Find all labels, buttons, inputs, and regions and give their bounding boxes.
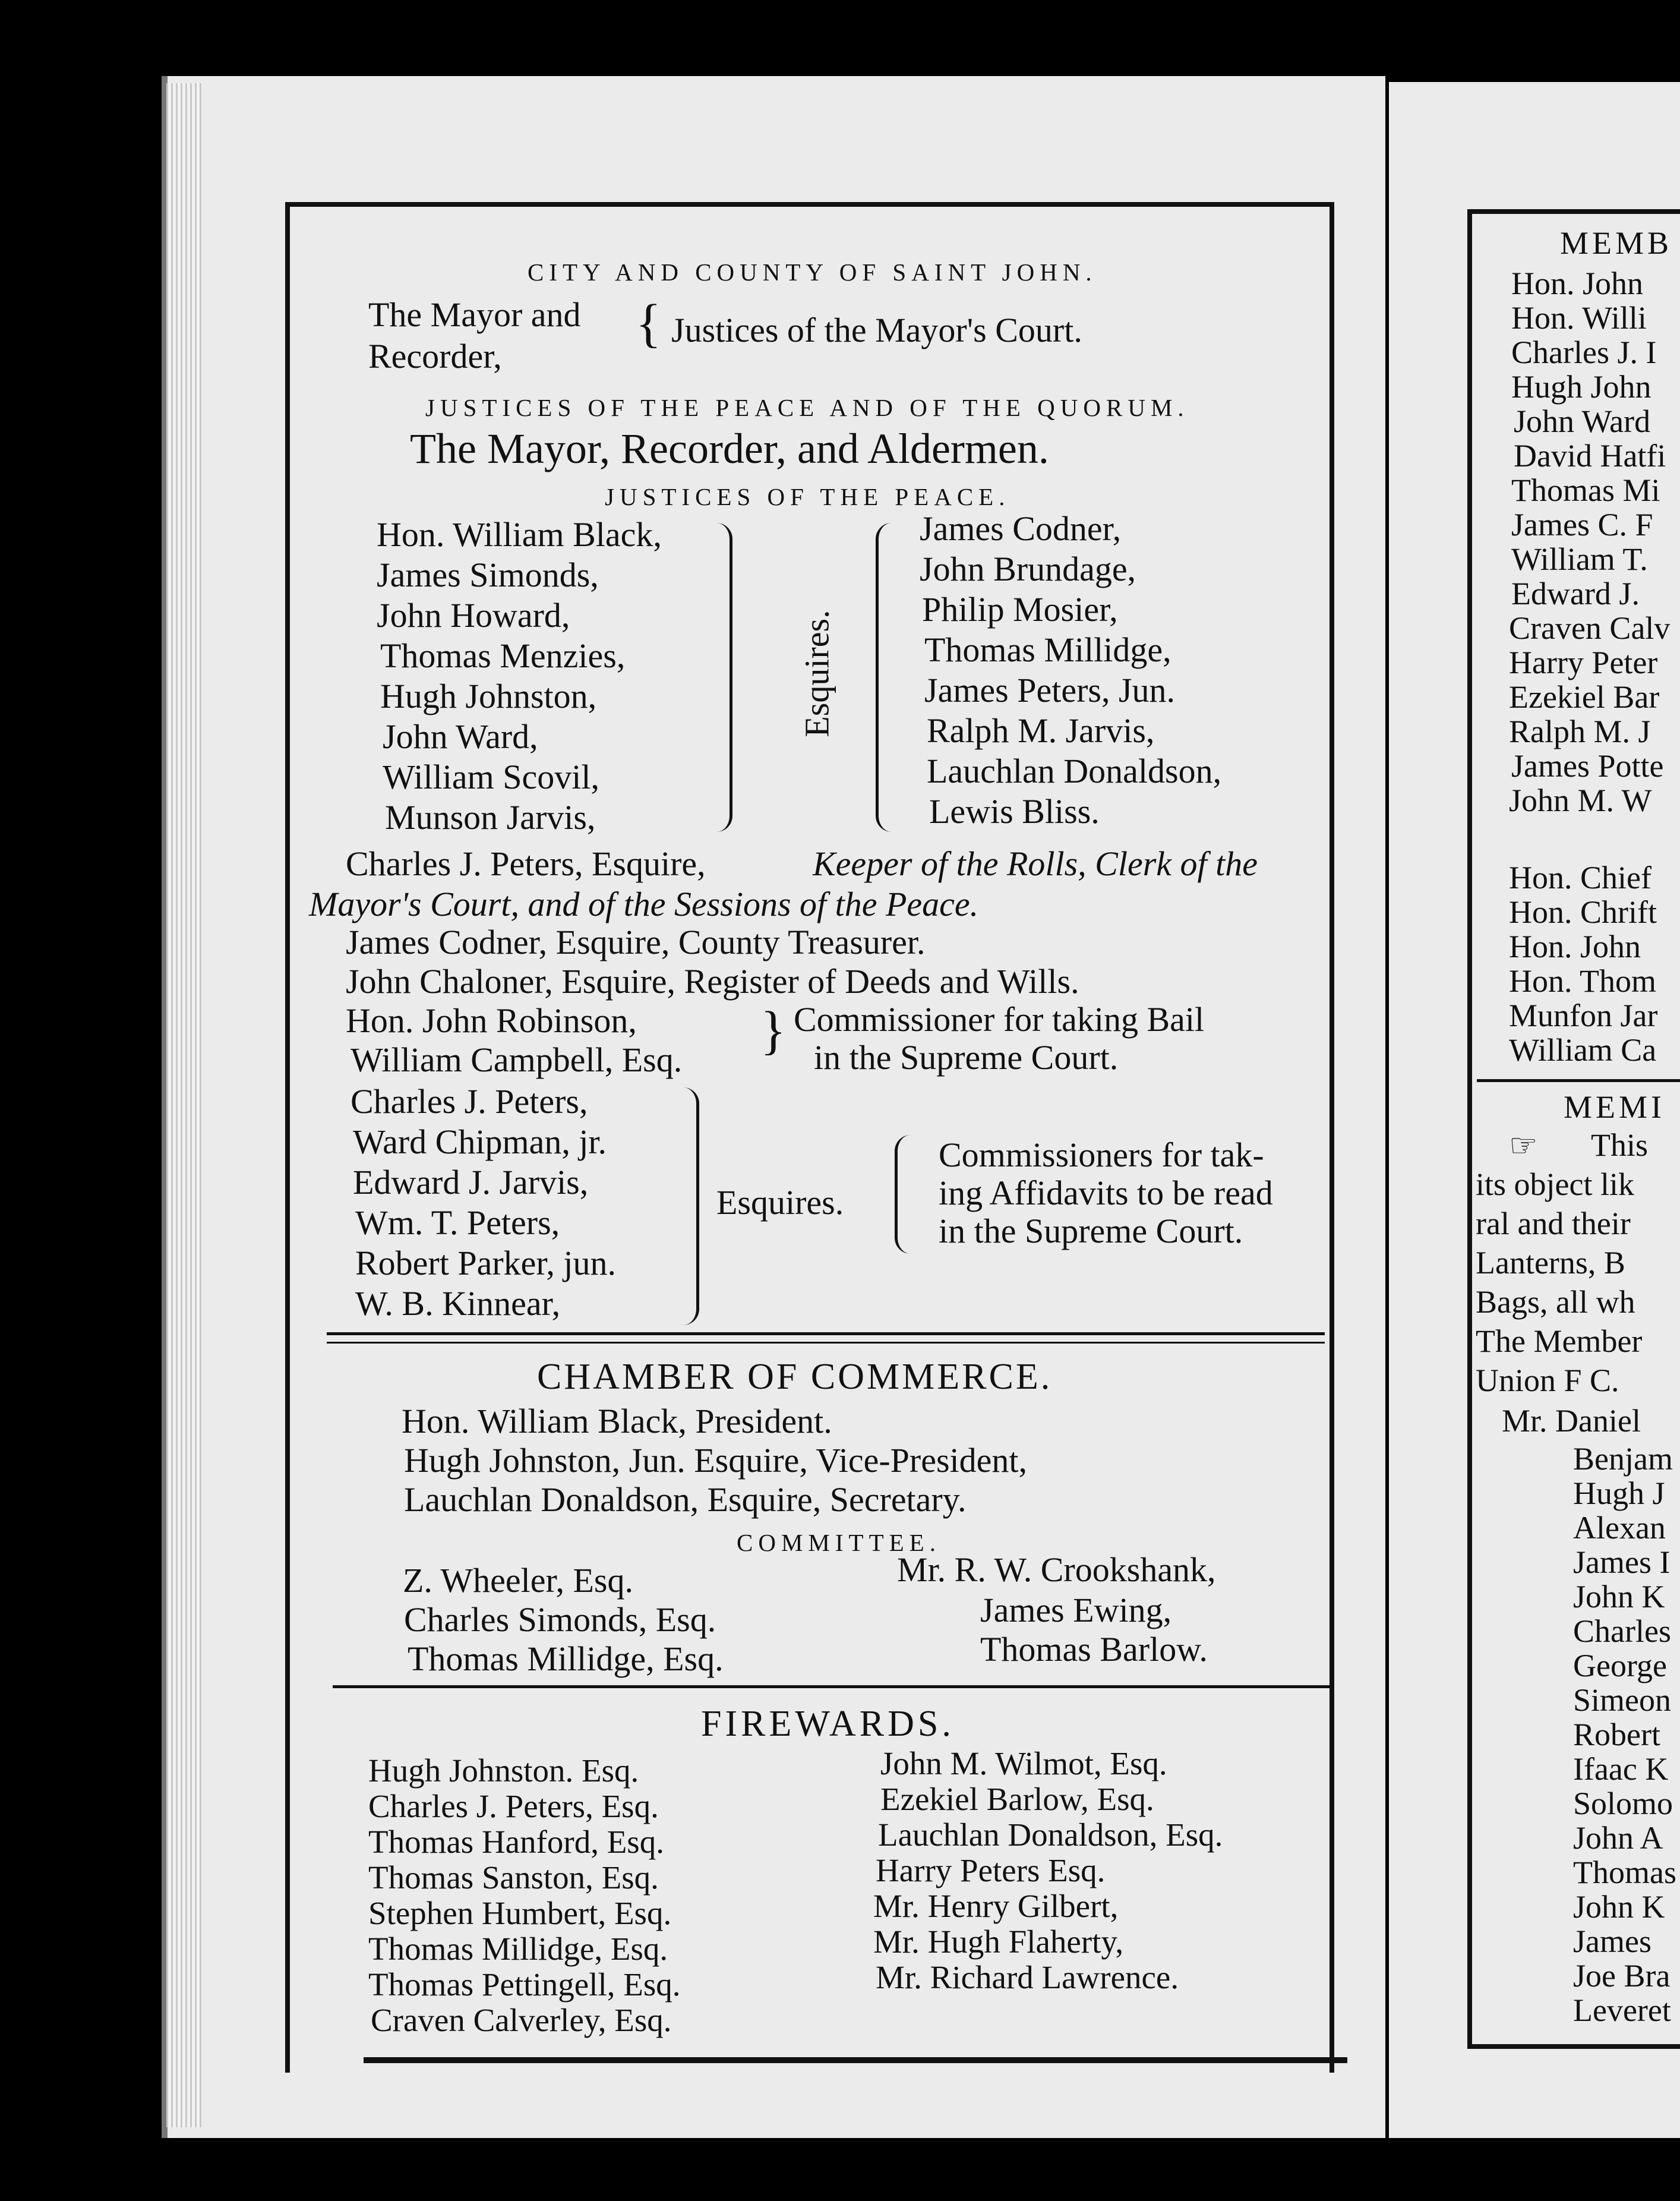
right-list-item: Hugh John (1511, 369, 1651, 405)
right-title-2: MEMI (1564, 1089, 1665, 1125)
right-member: Hugh J (1573, 1475, 1665, 1511)
right-member: John K (1573, 1579, 1665, 1615)
bail-brace: } (760, 1001, 787, 1060)
right-member: Robert (1573, 1717, 1660, 1752)
right-paragraph-line: The Member (1476, 1323, 1643, 1359)
section-rule (333, 1685, 1331, 1688)
fireward-left: Charles J. Peters, Esq. (368, 1788, 659, 1824)
right-member: John K (1573, 1889, 1665, 1925)
right-paragraph-line: Lanterns, B (1476, 1245, 1625, 1281)
mayor-brace: { (636, 294, 662, 353)
right-list-item: Thomas Mi (1511, 472, 1660, 508)
fireward-right: John M. Wilmot, Esq. (880, 1745, 1167, 1781)
mayor-line-2: Recorder, (368, 337, 502, 376)
bail-name: Hon. John Robinson, (346, 1001, 637, 1040)
fireward-right: Lauchlan Donaldson, Esq. (878, 1817, 1223, 1853)
fireward-left: Thomas Millidge, Esq. (368, 1931, 668, 1967)
right-member: Ifaac K (1573, 1751, 1669, 1787)
fireward-left: Craven Calverley, Esq. (371, 2002, 672, 2038)
page-edge (166, 83, 202, 2127)
right-member: Mr. Daniel (1502, 1403, 1641, 1439)
right-member: John A (1573, 1820, 1663, 1856)
justice-left: James Simonds, (377, 556, 599, 594)
bail-role-2: in the Supreme Court. (814, 1038, 1119, 1077)
affidavit-name: Edward J. Jarvis, (353, 1163, 589, 1202)
affidavit-name: W. B. Kinnear, (355, 1284, 561, 1323)
right-member: James I (1573, 1544, 1670, 1580)
affidavit-role: in the Supreme Court. (939, 1212, 1243, 1250)
right-list-item: William T. (1511, 541, 1648, 577)
justice-left: Hon. William Black, (377, 515, 662, 554)
right-list-item: Edward J. (1511, 576, 1640, 611)
right-member: Solomo (1573, 1786, 1673, 1821)
right-member: Simeon (1573, 1682, 1672, 1718)
justice-right: James Peters, Jun. (924, 671, 1176, 710)
right-list-item: Hon. Thom (1509, 963, 1657, 999)
justice-right: James Codner, (920, 509, 1122, 548)
justice-right: Philip Mosier, (922, 590, 1118, 629)
justices-right-brace (876, 523, 892, 832)
right-list-item: James Potte (1511, 748, 1664, 784)
registrar: John Chaloner, Esquire, Register of Deeds and Wills. (346, 962, 1079, 1001)
fireward-left: Stephen Humbert, Esq. (368, 1895, 672, 1931)
committee-title: COMMITTEE. (737, 1529, 941, 1556)
right-member: Thomas (1573, 1855, 1676, 1890)
right-list-item: Hon. John (1509, 929, 1641, 964)
right-list-item: Ralph M. J (1509, 714, 1651, 749)
committee-right: Thomas Barlow. (980, 1630, 1208, 1669)
right-member: Charles (1573, 1613, 1671, 1649)
committee-right: Mr. R. W. Crookshank, (897, 1550, 1216, 1589)
justice-left: Hugh Johnston, (380, 677, 597, 715)
justice-left: John Howard, (377, 596, 570, 635)
firewards-title: FIREWARDS. (701, 1704, 955, 1744)
fireward-right: Mr. Henry Gilbert, (873, 1888, 1119, 1924)
right-title-1: MEMB (1560, 225, 1673, 261)
right-list-item: John Ward (1514, 403, 1651, 439)
right-member: Benjam (1573, 1441, 1673, 1477)
bail-role-1: Commissioner for taking Bail (794, 1000, 1205, 1039)
affidavit-name: Charles J. Peters, (350, 1082, 588, 1121)
affidavit-name: Robert Parker, jun. (355, 1244, 617, 1282)
committee-left: Z. Wheeler, Esq. (403, 1561, 633, 1600)
committee-left: Thomas Millidge, Esq. (408, 1639, 724, 1678)
justice-left: Munson Jarvis, (385, 798, 596, 837)
right-list-item: John M. W (1509, 783, 1652, 818)
rolls-name: Charles J. Peters, Esquire, (346, 844, 706, 883)
right-list-item: Hon. Chrift (1509, 894, 1657, 930)
right-paragraph-line: Union F C. (1476, 1363, 1619, 1398)
justice-left: Thomas Menzies, (380, 636, 626, 675)
fireward-right: Mr. Hugh Flaherty, (873, 1923, 1124, 1960)
justices-title: JUSTICES OF THE PEACE. (605, 483, 1010, 510)
fireward-right: Mr. Richard Lawrence. (876, 1959, 1179, 1995)
quorum-names: The Mayor, Recorder, and Aldermen. (410, 425, 1049, 472)
right-member: Joe Bra (1573, 1958, 1670, 1994)
right-list-item: David Hatfi (1514, 438, 1666, 474)
right-list-item: Charles J. I (1511, 335, 1657, 370)
right-list-item: Hon. John (1511, 266, 1644, 301)
right-list-item: Craven Calv (1509, 610, 1670, 646)
fireward-left: Thomas Hanford, Esq. (368, 1824, 664, 1860)
mayor-line-1: The Mayor and (368, 295, 581, 334)
fireward-left: Thomas Sanston, Esq. (368, 1859, 659, 1896)
fireward-right: Ezekiel Barlow, Esq. (880, 1781, 1154, 1817)
affidavit-name: Wm. T. Peters, (355, 1203, 560, 1242)
chamber-officer: Lauchlan Donaldson, Esquire, Secretary. (404, 1480, 967, 1519)
justice-right: Thomas Millidge, (924, 630, 1171, 669)
treasurer: James Codner, Esquire, County Treasurer. (346, 923, 926, 961)
committee-left: Charles Simonds, Esq. (404, 1600, 716, 1639)
right-list-item: Hon. Willi (1511, 300, 1647, 336)
rolls-title-2: Mayor's Court, and of the Sessions of the Peace. (309, 885, 979, 923)
justice-right: Lewis Bliss. (929, 792, 1100, 831)
right-list-item: James C. F (1511, 507, 1653, 543)
chamber-officer: Hon. William Black, President. (402, 1402, 832, 1440)
affidavit-left-brace (683, 1087, 699, 1325)
mayor-role: Justices of the Mayor's Court. (671, 311, 1082, 349)
fireward-right: Harry Peters Esq. (876, 1852, 1106, 1888)
right-member: George (1573, 1648, 1667, 1683)
section-rule (327, 1332, 1325, 1335)
justices-left-brace (716, 523, 732, 832)
right-member: Alexan (1573, 1510, 1666, 1546)
right-list-item: Munfon Jar (1509, 998, 1658, 1033)
quorum-title: JUSTICES OF THE PEACE AND OF THE QUORUM. (425, 394, 1189, 421)
right-paragraph-line: Bags, all wh (1476, 1284, 1635, 1320)
affidavit-role: ing Affidavits to be read (939, 1174, 1273, 1212)
left-frame-bottom-rule (364, 2057, 1347, 2063)
right-paragraph-line: ral and their (1476, 1206, 1631, 1241)
right-member: Leveret (1573, 1992, 1671, 2028)
right-list-item: Ezekiel Bar (1509, 679, 1660, 715)
affidavit-right-brace (895, 1135, 911, 1254)
right-section-rule (1477, 1079, 1680, 1082)
pointing-hand-icon: ☞ (1509, 1128, 1538, 1163)
rolls-title-1: Keeper of the Rolls, Clerk of the (813, 844, 1258, 883)
justice-left: William Scovil, (383, 758, 599, 796)
committee-right: James Ewing, (980, 1591, 1172, 1629)
affidavit-name: Ward Chipman, jr. (353, 1122, 607, 1161)
section-rule (327, 1342, 1325, 1344)
right-paragraph-line: its object lik (1476, 1166, 1634, 1202)
justice-right: John Brundage, (920, 550, 1136, 588)
right-list-item: Hon. Chief (1509, 860, 1651, 895)
fireward-left: Hugh Johnston. Esq. (368, 1752, 639, 1789)
bail-name: William Campbell, Esq. (350, 1040, 683, 1079)
right-list-item: William Ca (1509, 1032, 1657, 1068)
justices-esquires: Esquires. (797, 610, 836, 737)
justice-right: Lauchlan Donaldson, (927, 752, 1222, 790)
fireward-left: Thomas Pettingell, Esq. (368, 1966, 681, 2003)
right-paragraph-line: This (1591, 1127, 1649, 1163)
affidavit-esquires: Esquires. (716, 1183, 844, 1222)
city-title: CITY AND COUNTY OF SAINT JOHN. (528, 258, 1097, 286)
justice-left: John Ward, (383, 717, 538, 756)
affidavit-role: Commissioners for tak- (939, 1136, 1264, 1174)
chamber-officer: Hugh Johnston, Jun. Esquire, Vice-President, (404, 1441, 1028, 1480)
right-member: James (1573, 1923, 1651, 1959)
chamber-title: CHAMBER OF COMMERCE. (537, 1357, 1053, 1397)
justice-right: Ralph M. Jarvis, (927, 711, 1155, 750)
right-list-item: Harry Peter (1509, 645, 1658, 680)
